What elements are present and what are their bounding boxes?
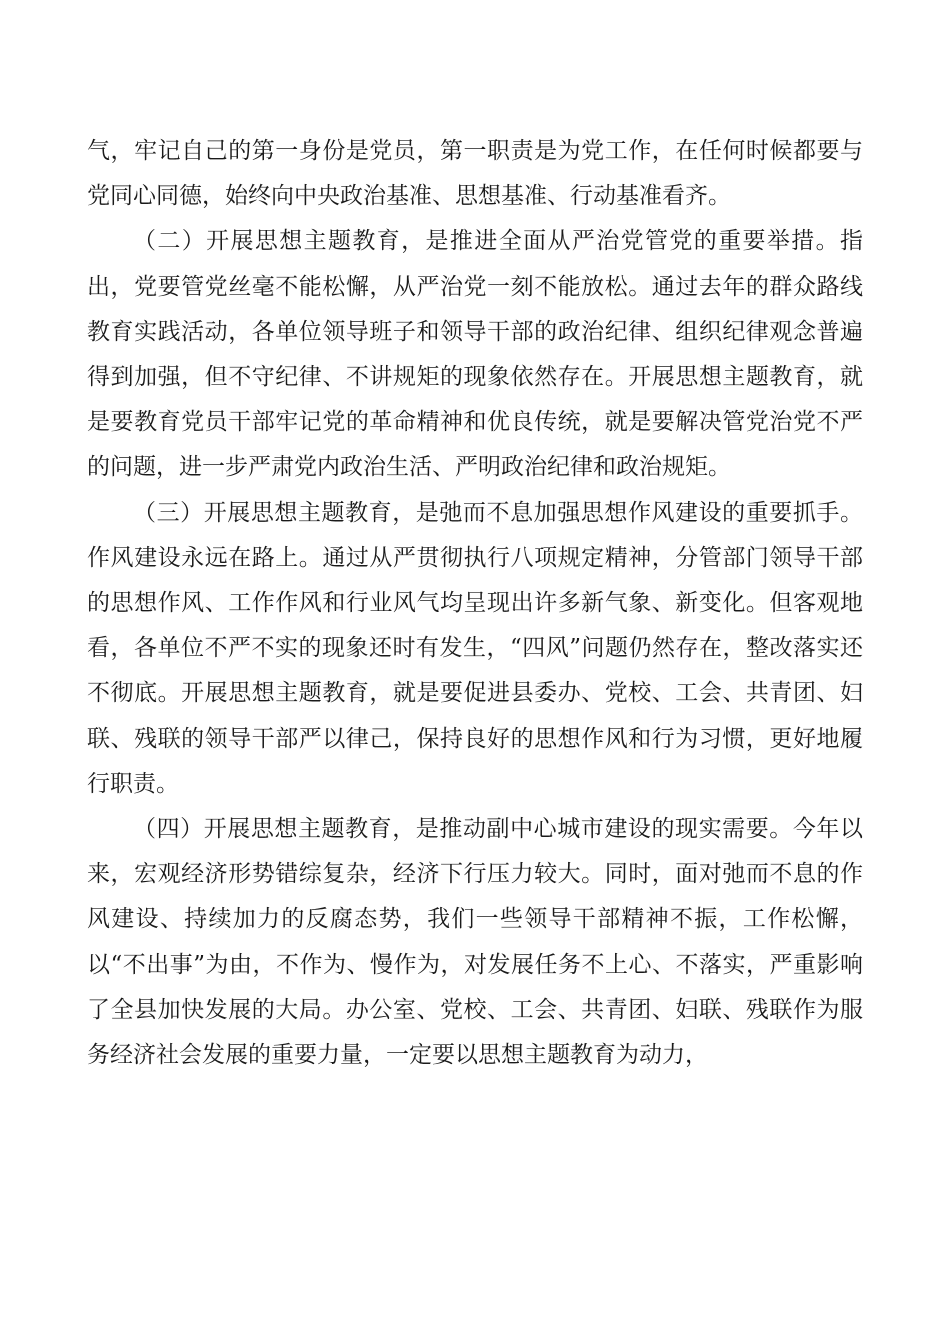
paragraph-continuation: 气，牢记自己的第一身份是党员，第一职责是为党工作，在任何时候都要与党同心同德，始终向中央政治基准、思想基准、行动基准看齐。	[87, 138, 863, 210]
document-body	[87, 129, 863, 1078]
paragraph-section-3: （三）开展思想主题教育，是弛而不息加强思想作风建设的重要抓手。作风建设永远在路上。通过从严贯彻执行八项规定精神，分管部门领导干部的思想作风、工作作风和行业风气均呈现出许多新气象、新变化。但客观地看，各单位不严不实的现象还时有发生，“四风”问题仍然存在，整改落实还不彻底。开展思想主题教育，就是要促进县委办、党校、工会、共青团、妇联、残联的领导干部严以律己，保持良好的思想作风和行为习惯，更好地履行职责。	[87, 499, 863, 797]
paragraph-section-2: （二）开展思想主题教育，是推进全面从严治党管党的重要举措。指出，党要管党丝毫不能松懈，从严治党一刻不能放松。通过去年的群众路线教育实践活动，各单位领导班子和领导干部的政治纪律、组织纪律观念普遍得到加强，但不守纪律、不讲规矩的现象依然存在。开展思想主题教育，就是要教育党员干部牢记党的革命精神和优良传统，就是要解决管党治党不严的问题，进一步严肃党内政治生活、严明政治纪律和政治规矩。	[87, 228, 863, 481]
paragraph-section-4: （四）开展思想主题教育，是推动副中心城市建设的现实需要。今年以来，宏观经济形势错综复杂，经济下行压力较大。同时，面对弛而不息的作风建设、持续加力的反腐态势，我们一些领导干部精神不振，工作松懈，以“不出事”为由，不作为、慢作为，对发展任务不上心、不落实，严重影响了全县加快发展的大局。办公室、党校、工会、共青团、妇联、残联作为服务经济社会发展的重要力量，一定要以思想主题教育为动力，	[87, 816, 863, 1069]
